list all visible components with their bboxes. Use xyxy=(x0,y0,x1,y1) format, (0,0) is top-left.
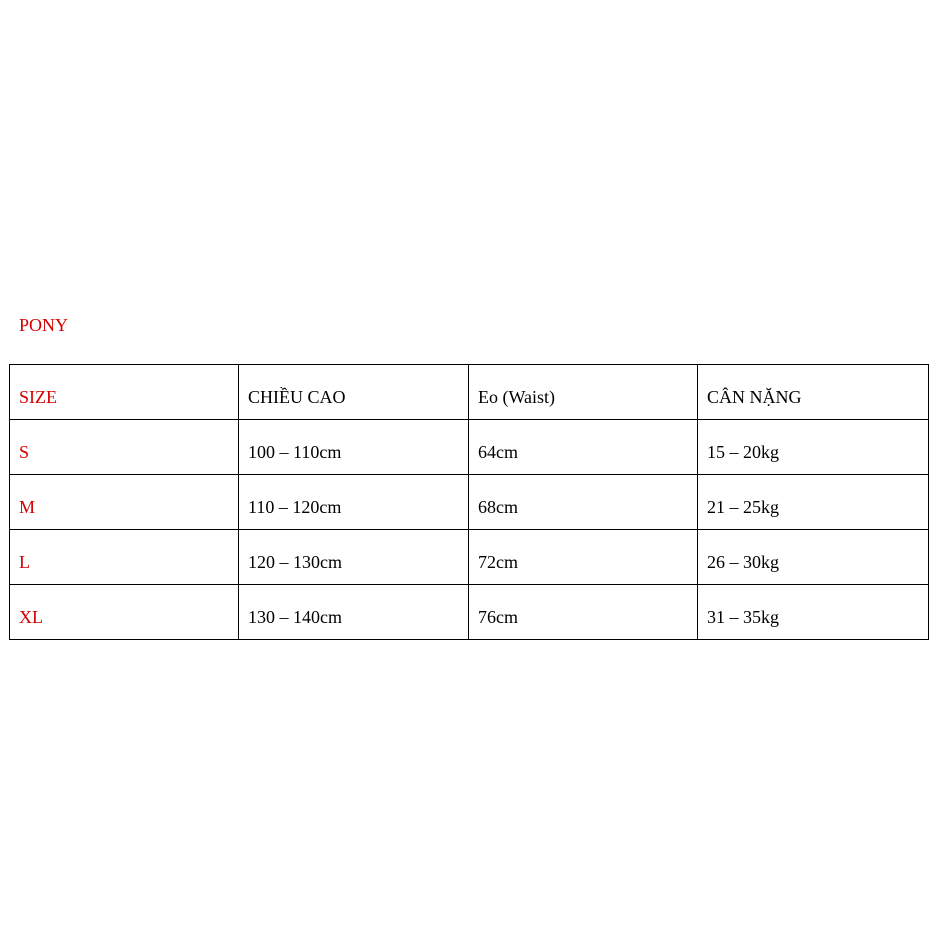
cell-waist xyxy=(469,585,698,640)
cell-weight xyxy=(698,530,929,585)
size-value: S xyxy=(19,442,30,462)
weight-value: 21 – 25kg xyxy=(707,497,779,517)
header-size-label: SIZE xyxy=(19,387,57,407)
header-height-label: CHIỀU CAO xyxy=(248,387,346,407)
brand-title: PONY xyxy=(19,315,69,335)
waist-value: 76cm xyxy=(478,607,518,627)
header-waist-label: Eo (Waist) xyxy=(478,387,556,407)
cell-size xyxy=(10,475,239,530)
cell-waist xyxy=(469,475,698,530)
table-row xyxy=(10,475,929,530)
height-value: 120 – 130cm xyxy=(248,552,342,572)
size-chart-table xyxy=(9,364,929,640)
cell-weight xyxy=(698,475,929,530)
cell-height xyxy=(239,475,469,530)
waist-value: 68cm xyxy=(478,497,518,517)
table-header-row xyxy=(10,365,929,420)
table-row xyxy=(10,530,929,585)
weight-value: 26 – 30kg xyxy=(707,552,779,572)
cell-weight xyxy=(698,585,929,640)
header-size xyxy=(10,365,239,420)
header-weight xyxy=(698,365,929,420)
cell-height xyxy=(239,420,469,475)
cell-size xyxy=(10,530,239,585)
waist-value: 72cm xyxy=(478,552,518,572)
cell-height xyxy=(239,530,469,585)
cell-height xyxy=(239,585,469,640)
height-value: 130 – 140cm xyxy=(248,607,342,627)
height-value: 110 – 120cm xyxy=(248,497,342,517)
header-weight-label: CÂN NẶNG xyxy=(707,387,802,407)
table-row xyxy=(10,585,929,640)
cell-weight xyxy=(698,420,929,475)
header-waist xyxy=(469,365,698,420)
cell-waist xyxy=(469,420,698,475)
size-value: M xyxy=(19,497,36,517)
cell-size xyxy=(10,420,239,475)
size-value: XL xyxy=(19,607,43,627)
weight-value: 31 – 35kg xyxy=(707,607,779,627)
size-value: L xyxy=(19,552,30,572)
waist-value: 64cm xyxy=(478,442,518,462)
height-value: 100 – 110cm xyxy=(248,442,342,462)
weight-value: 15 – 20kg xyxy=(707,442,779,462)
table-row xyxy=(10,420,929,475)
cell-waist xyxy=(469,530,698,585)
cell-size xyxy=(10,585,239,640)
header-height xyxy=(239,365,469,420)
